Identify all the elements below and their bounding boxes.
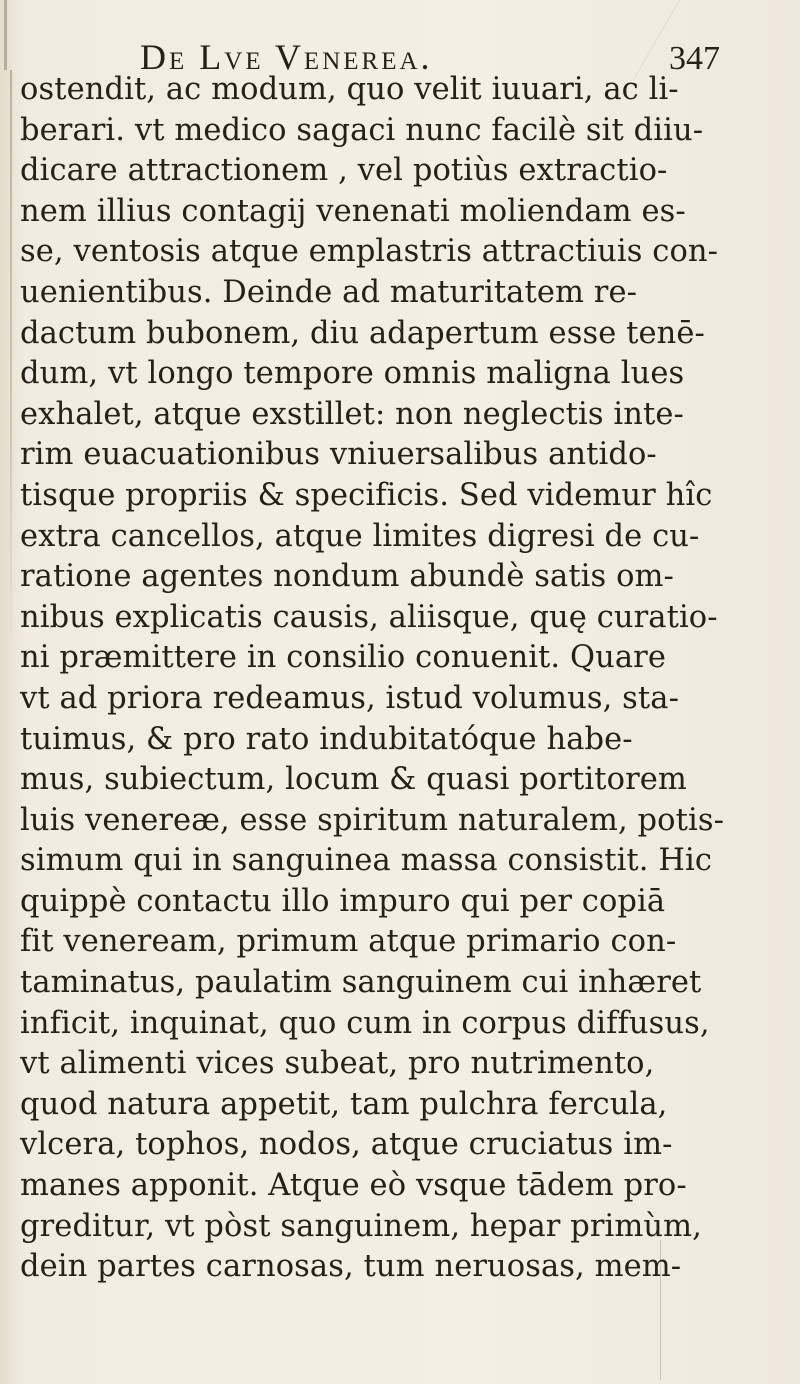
- text-line: dum, vt longo tempore omnis maligna lues: [20, 356, 685, 392]
- text-line: greditur, vt pòst sanguinem, hepar primùm,: [20, 1208, 702, 1244]
- text-line: rim euacuationibus vniuersalibus antido-: [20, 437, 657, 473]
- text-line: vlcera, tophos, nodos, atque cruciatus im-: [20, 1127, 673, 1163]
- text-line: tuimus, & pro rato indubitatóque habe-: [20, 721, 633, 757]
- text-line: exhalet, atque exstillet: non neglectis inte-: [20, 396, 684, 432]
- text-line: dactum bubonem, diu adapertum esse tenē-: [20, 315, 705, 351]
- text-line: inficit, inquinat, quo cum in corpus diffusus,: [20, 1005, 710, 1041]
- text-line: mus, subiectum, locum & quasi portitorem: [20, 762, 687, 798]
- text-line: simum qui in sanguinea massa consistit. Hic: [20, 843, 713, 879]
- text-line: ostendit, ac modum, quo velit iuuari, ac li-: [20, 72, 679, 107]
- text-line: berari. vt medico sagaci nunc facilè sit diiu-: [20, 112, 704, 148]
- left-margin-shadow: [10, 70, 12, 650]
- text-line: ratione agentes nondum abundè satis om-: [20, 559, 674, 595]
- page-number: 347: [669, 40, 720, 77]
- text-line: dein partes carnosas, tum neruosas, mem-: [20, 1249, 682, 1285]
- text-line: luis venereæ, esse spiritum naturalem, potis-: [20, 802, 725, 838]
- text-line: ni præmittere in consilio conuenit. Quare: [20, 640, 666, 676]
- text-line: nibus explicatis causis, aliisque, quę curatio-: [20, 599, 718, 635]
- text-line: uenientibus. Deinde ad maturitatem re-: [20, 274, 638, 310]
- text-line: nem illius contagij venenati moliendam es-: [20, 193, 686, 229]
- text-line: vt alimenti vices subeat, pro nutrimento,: [20, 1046, 655, 1082]
- text-line: fit veneream, primum atque primario con-: [20, 924, 677, 960]
- text-line: vt ad priora redeamus, istud volumus, sta-: [20, 680, 679, 716]
- text-line: quod natura appetit, tam pulchra fercula,: [20, 1086, 668, 1122]
- text-line: dicare attractionem , vel potiùs extractio-: [20, 153, 668, 189]
- gutter-edge: [4, 0, 7, 70]
- body-text: [20, 70, 725, 1288]
- text-line: extra cancellos, atque limites digresi de cu-: [20, 518, 700, 554]
- text-line: tisque propriis & specificis. Sed videmur hîc: [20, 477, 713, 513]
- text-line: se, ventosis atque emplastris attractiuis con-: [20, 234, 719, 270]
- running-head: De Lve Venerea.: [140, 37, 433, 77]
- text-line: quippè contactu illo impuro qui per copiā: [20, 883, 666, 919]
- text-line: taminatus, paulatim sanguinem cui inhæret: [20, 965, 702, 1001]
- text-line: manes apponit. Atque eò vsque tādem pro-: [20, 1168, 687, 1204]
